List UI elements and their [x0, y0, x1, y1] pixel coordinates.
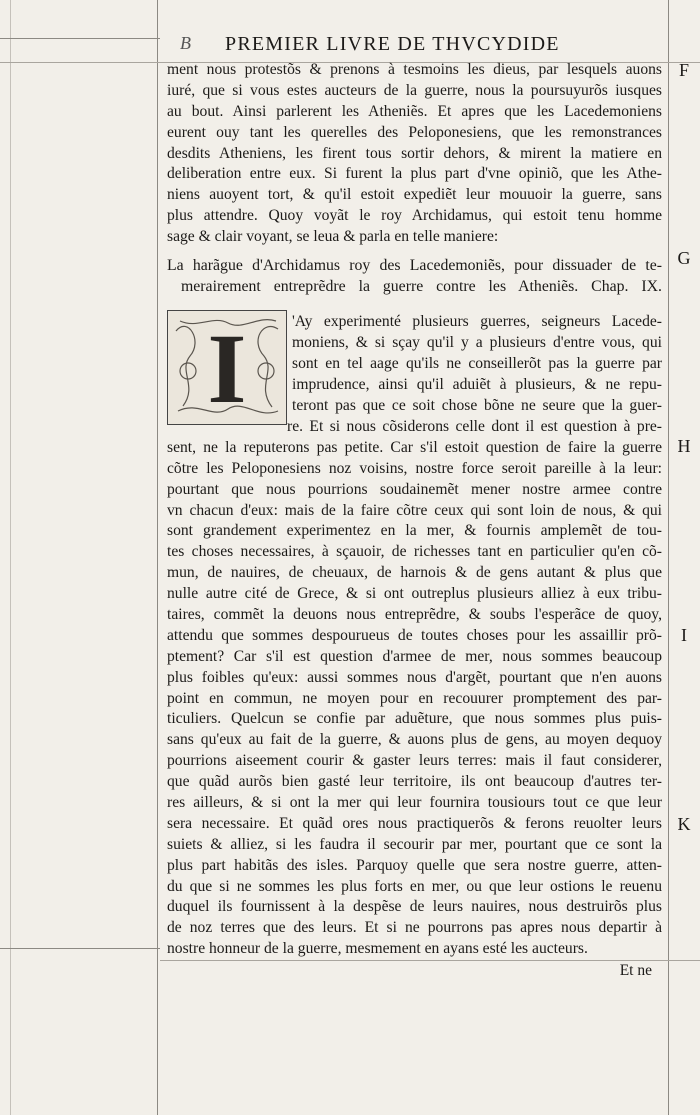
marginal-letter-g: G [677, 248, 691, 268]
marginal-letter-i: I [681, 625, 687, 645]
footer-rule [0, 948, 160, 949]
marginal-letter-h: H [677, 436, 691, 456]
text-line: ptement? Car s'il est question d'armee de mer, nous sommes beaucoup [167, 647, 662, 665]
text-line: pourrions aiseement courir & gaster leurs terres: mais il faut considerer, [167, 752, 662, 770]
text-line: sage & clair voyant, se leua & parla en telle maniere: [167, 228, 499, 246]
text-line: du que si ne sommes les plus forts en mer, ou que leur ostions le reuenu [167, 877, 662, 895]
right-margin-rule [668, 0, 669, 1115]
chapter-heading [167, 255, 662, 297]
text-line: desdits Atheniens, les firent tous sortir dehors, & mirent la matiere en [167, 144, 662, 162]
text-line: tes choses necessaires, à sçauoir, de richesses tant en particulier qu'en cõ- [167, 543, 662, 561]
text-line: plus part habitãs des isles. Parquoy quelle que sera nostre guerre, atten- [167, 856, 662, 874]
running-title: PREMIER LIVRE DE THVCYDIDE [225, 33, 560, 55]
text-line: sont en tel aage qu'ils ne conseillerõt pas la guerre par [292, 354, 662, 372]
chapter-heading-line: La harãgue d'Archidamus roy des Lacedemoniẽs, pour dissuader de te- [167, 257, 662, 274]
text-line: que quãd aurõs bien gasté leur territoire, ils ont beaucoup d'autres ter- [167, 773, 662, 791]
text-line: nostre honneur de la guerre, mesmement en ayans esté les aucteurs. [167, 940, 588, 958]
header-rule [0, 38, 160, 39]
text-line: duquel ils fournissent à la despẽse de leurs nauires, nous destruirõs plus [167, 898, 662, 916]
text-line: eurent ouy tant les querelles des Peloponesiens, que les remonstrances [167, 123, 662, 141]
text-line: mun, de nauires, de cheuaux, de harnois & de gens autant & plus que [167, 564, 662, 582]
text-line: deliberation entre eux. Si furent la plus part d'vne opiniõ, que les Athe- [167, 165, 662, 183]
text-line: res ailleurs, & si ont la mer qui leur fournira tousiours tout ce que leur [167, 794, 662, 812]
text-line: de noz terres que des leurs. Et si ne pourrons pas apres nous departir à [167, 919, 662, 937]
text-line: ticuliers. Quelcun se confie par aduẽture, que nous sommes plus puis- [167, 710, 662, 728]
text-line: 'Ay experimenté plusieurs guerres, seigneurs Lacede- [292, 313, 662, 330]
text-line: attendu que sommes despourueus de toutes choses pour les assaillir prõ- [167, 626, 662, 644]
catchword: Et ne [619, 962, 652, 979]
text-line: au bout. Ainsi parlerent les Atheniẽs. Et apres que les Lacedemoniens [167, 102, 662, 120]
text-line: pourtant que nous pourrions soudainemẽt mener nostre armee contre [167, 480, 662, 498]
text-line: sera necessaire. Et quãd ores nous practiquerõs & ferons reuolter leurs [167, 814, 662, 832]
drop-cap-initial [167, 310, 287, 425]
text-line: re. Et si nous cõsiderons celle dont il est question à pre- [287, 418, 662, 435]
text-line: teront pas que ce soit chose bõne ne seure que la guer- [292, 396, 662, 414]
paragraph-2 [167, 417, 662, 960]
text-line: moniens, & si sçay qu'il y a plusieurs d'entre vous, qui [292, 333, 662, 351]
text-line: plus attendre. Quoy voyãt le roy Archidamus, qui estoit tenu homme [167, 207, 662, 225]
text-line: suiets & alliez, si les faudra il secourir par mer, pourtant que ce sont la [167, 835, 662, 853]
text-line: nulle autre cité de Grece, & si ont outreplus plusieurs alliez à eux tribu- [167, 585, 662, 603]
text-line: taires, commẽt la deuons nous entreprẽdre, & soubs l'esperãce de quoy, [167, 606, 662, 624]
folio-mark: B [180, 33, 191, 53]
page-header [160, 33, 640, 59]
marginal-letter-k: K [677, 814, 691, 834]
paragraph-2-indented [292, 312, 662, 416]
text-line: sont grandement experimentez en la mer, & fournis amplemẽt de tou- [167, 522, 662, 540]
text-line: sans qu'eux au fait de la guerre, & auons plus de gens, au moyen dequoy [167, 731, 662, 749]
marginal-letter-f: F [678, 60, 689, 80]
chapter-heading-line: merairement entreprẽdre la guerre contre les Atheniẽs. Chap. IX. [181, 278, 662, 295]
paragraph-1 [167, 60, 662, 248]
text-line: vn chacun d'eux: mais de la faire cõtre ceux qui sont loin de nous, & qui [167, 501, 662, 519]
text-line: point en commun, ne moyen pour en recouurer promptement des par- [167, 689, 662, 707]
text-line: plus foibles qu'eux: aussi sommes nous d'argẽt, pourtant que n'en auons [167, 668, 662, 686]
text-line: niens auoyent tort, & qu'il estoit expediẽt leur mouuoir la guerre, sans [167, 186, 662, 204]
text-line: iuré, que si vous estes aucteurs de la guerre, nous la poursuyurõs iusques [167, 81, 662, 99]
text-line: sent, ne la reputerons pas petite. Car s'il estoit question de faire la guerre [167, 438, 662, 456]
text-line: cõtre les Peloponesiens noz voisins, nostre force seroit pareille à la leur: [167, 459, 662, 477]
text-line: imprudence, ainsi qu'il aduiẽt à plusieurs, & ne repu- [292, 375, 662, 393]
drop-cap-letter: I [207, 313, 247, 424]
text-line: ment nous protestõs & prenons à tesmoins les dieus, par lesquels auons [167, 61, 662, 78]
